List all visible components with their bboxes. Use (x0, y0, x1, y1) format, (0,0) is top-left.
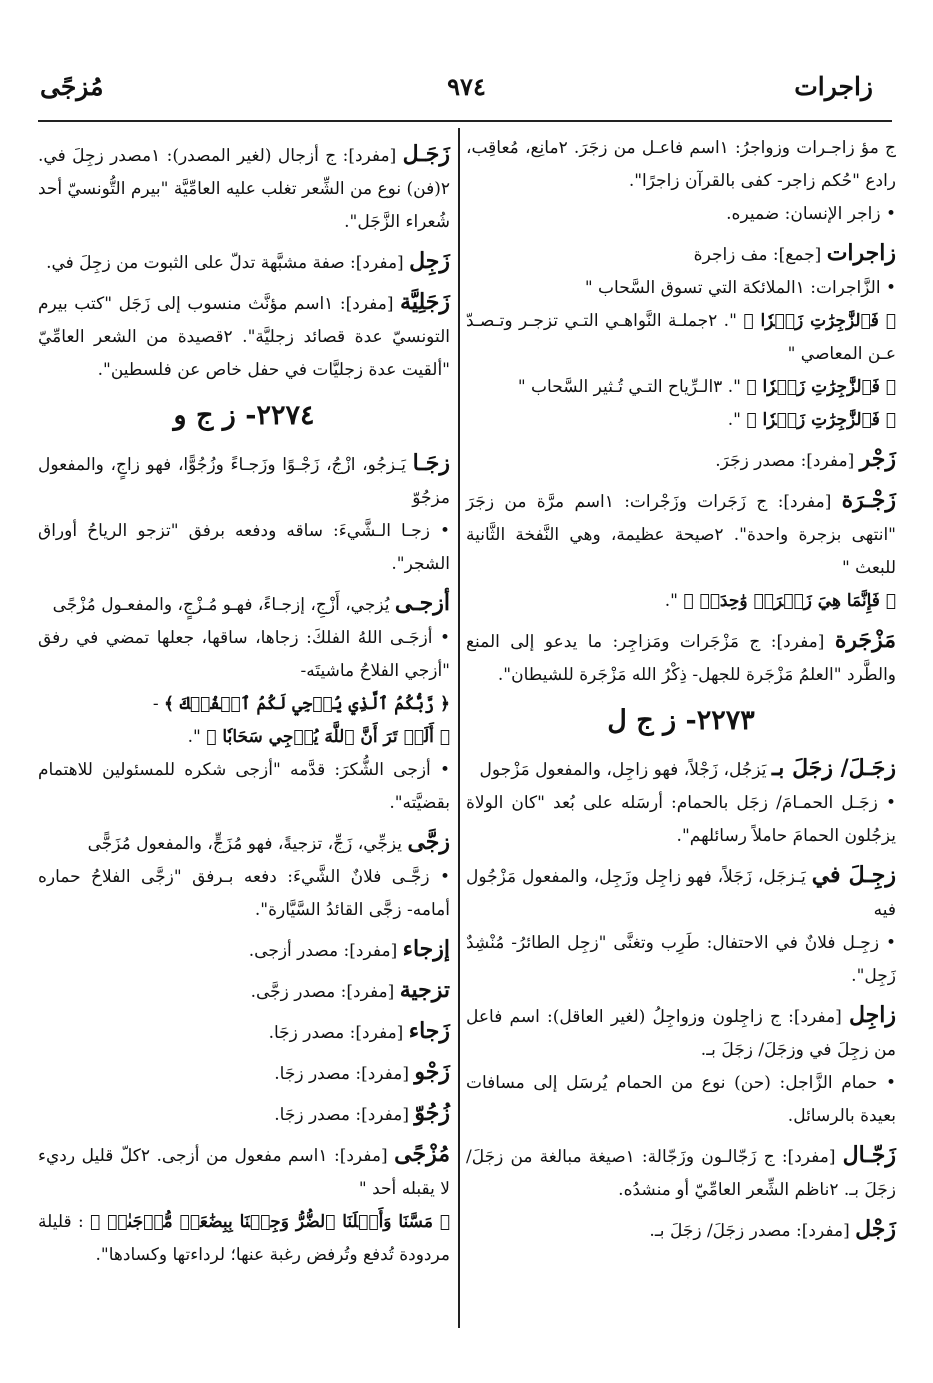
header-guide-word-left: مُزجًى (40, 72, 104, 101)
quran-quote: ﴿ أَلَمۡ تَرَ أَنَّ ٱللَّهَ يُزۡجِي سَحَابٗا ﴾ (206, 727, 450, 747)
dictionary-entry (38, 1206, 450, 1272)
headword: زجِـلَ في (811, 862, 897, 888)
dictionary-entry (38, 974, 450, 1009)
headword: زَجْر (859, 446, 896, 472)
entry-text: [مفرد]: مصدر زجَرَ. (715, 451, 860, 471)
dictionary-entry (466, 999, 896, 1067)
dictionary-entry (466, 927, 896, 993)
entry-text: • زجَـل الحمـامَ/ زجَل بالحمام: أرسَله على بُعد "كان الولاة يزجُلون الحمامَ حاملاً رسائلهم". (466, 793, 896, 846)
entry-text: يزجِّي، زَجِّ، تزجيةً، فهو مُزَجٍّ، والمفعول مُزَجًّى (87, 834, 408, 854)
entry-text: - (152, 694, 165, 714)
page-number: ٩٧٤ (447, 72, 486, 101)
dictionary-entry (466, 585, 896, 618)
dictionary-entry (466, 1139, 896, 1207)
entry-text: [مفرد]: مصدر زجَا. (268, 1023, 409, 1043)
dictionary-entry (466, 371, 896, 404)
entry-text: [مفرد]: مصدر زجَلَ/ زجَلَ بـ. (649, 1221, 856, 1241)
entry-text: [مفرد]: مصدر زجَا. (274, 1105, 415, 1125)
header-rule (38, 120, 892, 122)
dictionary-entry (466, 484, 896, 585)
headword: زاجِل (849, 1002, 896, 1028)
entry-text: • أزجى الشُّكرَ: قدَّمه "أزجى شكره للمسئولين للاهتمام بقضيَّته". (38, 760, 450, 813)
quran-quote: ﴿ فَٱلزَّٰجِرَٰتِ زَجۡرٗا ﴾ (746, 410, 896, 430)
dictionary-entry (38, 587, 450, 622)
headword: مُزْجًى (394, 1141, 450, 1167)
page-header (0, 72, 933, 112)
quran-quote: ﴿ فَإِنَّمَا هِيَ زَجۡرَةٞ وَٰحِدَةٞ ﴾ (683, 591, 896, 611)
headword: زَجَـل (402, 141, 450, 167)
dictionary-entry (38, 1097, 450, 1132)
entry-text: [مفرد]: مصدر أزجى. (248, 941, 403, 961)
dictionary-entry (38, 1015, 450, 1050)
headword: إزجاء (402, 936, 450, 962)
left-column (38, 132, 450, 1272)
entry-text: [مفرد]: مصدر زجَّى. (250, 982, 400, 1002)
entry-text: • حمام الزَّاجل: (حن) نوع من الحمام يُرسَل إلى مسافات بعيدة بالرسائل. (466, 1073, 896, 1126)
dictionary-entry (466, 752, 896, 787)
entry-text: • الزَّاجرات: ١الملائكة التي تسوق السَّحاب " (584, 278, 896, 298)
entry-text: : قليلة مردودة تُدفع وتُرفض رغبة عنها؛ لرداءتها وكسادها". (38, 1212, 450, 1265)
quran-quote: ﴿ فَٱلزَّٰجِرَٰتِ زَجۡرٗا ﴾ (743, 311, 897, 331)
headword: زُجُوّ (414, 1100, 450, 1126)
dictionary-entry (38, 515, 450, 581)
dictionary-entry (38, 688, 450, 721)
headword: زَجاء (408, 1018, 450, 1044)
dictionary-entry (38, 286, 450, 387)
dictionary-entry (466, 624, 896, 692)
headword: مَزْجَرة (834, 627, 896, 653)
entry-text: [مفرد]: مصدر زجَا. (274, 1064, 415, 1084)
headword: زجَـلَ/ زجَلَ بـ (771, 755, 896, 781)
entry-text: يَـزجَل، زَجَلاً، فهو زاجِل وزَجِل، والمفعول مَزْجُول فيه (466, 867, 896, 920)
dictionary-entry (466, 787, 896, 853)
entry-text: ج مؤ زاجـرات وزواجرُ: ١اسم فاعـل من زجَرَ. ٢مانِع، مُعاقِب، رادع "حُكم زاجر- كفى بالقرآن زاجرًا". (466, 138, 897, 191)
dictionary-entry (38, 1056, 450, 1091)
entry-text: • زجِـل فلانٌ في الاحتفال: طَرِب وتغنَّى "زجِل الطائرُ- مُنْشِدٌ زَجِل". (466, 933, 896, 986)
entry-text: يَـزجُو، ازْجُ، زَجْـوًا وزَجـاءً وزُجُوًّا، فهو زاجٍ، والمفعول مزجُوّ (38, 455, 450, 508)
entry-text: • زجَّـى فلانٌ الشَّيءَ: دفعه بـرفق "زجَّى الفلاحُ حماره أمامه- زجَّى القائدُ السَّيَّارة". (38, 867, 450, 920)
dictionary-entry (38, 245, 450, 280)
dictionary-entry (38, 861, 450, 927)
headword: زَجْو (414, 1059, 450, 1085)
dictionary-entry (466, 443, 896, 478)
entry-text: [مفرد]: صفة مشبَّهة تدلّ على الثبوت من زجِلَ في. (46, 253, 410, 273)
headword: زَجّـال (842, 1142, 896, 1168)
entry-text: ". (727, 410, 747, 430)
entry-text: [مفرد]: ١اسم مفعول من أزجى. ٢كلّ قليل رديء لا يقبله أحد " (38, 1146, 450, 1199)
headword: زَجْل (855, 1216, 896, 1242)
entry-text: • زجـا الـشَّيءَ: ساقه ودفعه برفق "تزجو الرياحُ أوراق الشجر". (38, 521, 450, 574)
entry-text: [مفرد]: ج زَجَرات وزَجْرات: ١اسم مرَّة من زجَرَ "انتهى بزجرة واحدة". ٢صيحة عظيمة، وهي النَّفخة الثَّانية للبعث " (466, 492, 896, 578)
headword: أزجـى (394, 590, 450, 616)
headword: زجَـا (412, 450, 450, 476)
entry-text: [مفرد]: ج زاجِلون وزواجِلُ (لغير العاقل): اسم فاعل من زجِلَ في وزجَلَ/ زجَلَ بـ. (466, 1007, 896, 1060)
dictionary-entry (38, 933, 450, 968)
dictionary-entry (38, 1138, 450, 1206)
entry-text: • زاجر الإنسان: ضميره. (726, 204, 896, 224)
entry-text: يُزجي، أَزْجِ، إزجـاءً، فهـو مُـزْجٍ، والمفعـول مُزْجًى (52, 595, 395, 615)
section-heading: ٢٢٧٤- ز ج و (173, 400, 315, 431)
dictionary-entry (38, 826, 450, 861)
dictionary-entry (466, 1067, 896, 1133)
dictionary-entry (38, 754, 450, 820)
headword: زاجرات (826, 240, 896, 266)
headword: زَجْـرَة (841, 487, 896, 513)
dictionary-entry (466, 859, 896, 927)
quran-quote: ﴿ فَٱلزَّٰجِرَٰتِ زَجۡرٗا ﴾ (746, 377, 896, 397)
dictionary-entry (466, 1213, 896, 1248)
entry-text: [مفرد]: ج مَزْجَرات ومَزاجِر: ما يدعو إلى المنع والطَّرد "العلمُ مَزْجَرة للجهل- ذِكْرُ الله مَزْجَرة للشيطان". (466, 632, 896, 685)
entry-text: ". (187, 727, 207, 747)
headword: زَجِل (409, 248, 450, 274)
headword: زجَّى (407, 829, 450, 855)
dictionary-entry (466, 305, 896, 371)
dictionary-entry (38, 138, 450, 239)
right-column (466, 132, 896, 1248)
dictionary-entry (466, 237, 896, 272)
dictionary-entry (466, 272, 896, 305)
dictionary-entry (38, 721, 450, 754)
column-divider (458, 128, 460, 1328)
entry-text: • أزجَـى اللهُ الفلكَ: زجاها، ساقها، جعلها تمضي في رفق "أزجي الفلاحُ ماشيتَه- (38, 628, 450, 681)
entry-text: ". (664, 591, 684, 611)
entry-text: ". ٣الـرِّياح التـي تُـثير السَّحاب " (517, 377, 747, 397)
entry-text: [جمع]: مف زاجرة (693, 245, 827, 265)
headword: تزجية (399, 977, 450, 1003)
quran-quote: ﴿ رَّبُّكُمُ ٱلَّذِي يُزۡجِي لَكُمُ ٱلۡفُلۡكَ ﴾ (164, 694, 450, 714)
dictionary-entry (466, 132, 896, 198)
dictionary-entry (466, 404, 896, 437)
entry-text: يَزجُل، زَجْلاً، فهو زاجِل، والمفعول مَزْجول (479, 760, 772, 780)
dictionary-entry (38, 622, 450, 688)
headword: زَجَلِيَّة (400, 289, 450, 315)
entry-text: ". ٢جملـة النَّواهـي التـي تزجـر وتـصـدّ عـن المعاصي " (466, 311, 896, 364)
quran-quote: ﴿ مَسَّنَا وَأَهۡلَنَا ٱلضُّرُّ وَجِئۡنَا بِبِضَٰعَةٖ مُّزۡجَىٰةٖ ﴾ (90, 1212, 450, 1232)
entry-text: [مفرد]: ج أزجال (لغير المصدر): ١مصدر زجِلَ في. ٢(فن) نوع من الشِّعر تغلب عليه العامِّيَّة "بيرم التُّونسيّ أحد شُعراء الزَّجَل". (38, 146, 450, 232)
entry-text: [مفرد]: ١اسم مؤنَّث منسوب إلى زَجَل "كتب بيرم التونسيّ عدة قصائد زجليَّة". ٢قصيدة من الشعر العامِّيّ "ألقيت عدة زجليَّات في حفل خاص عن فلسطين". (38, 294, 450, 380)
dictionary-entry (466, 198, 896, 231)
header-guide-word-right: زاجرات (794, 72, 873, 101)
section-heading: ٢٢٧٣- ز ج ل (607, 705, 755, 736)
entry-text: [مفرد]: ج زَجّالـون وزَجّالة: ١صيغة مبالغة من زجَلَ/ زجَلَ بـ. ٢ناظم الشِّعر العامِّيّ أو منشدُه. (466, 1147, 896, 1200)
dictionary-entry (38, 447, 450, 515)
